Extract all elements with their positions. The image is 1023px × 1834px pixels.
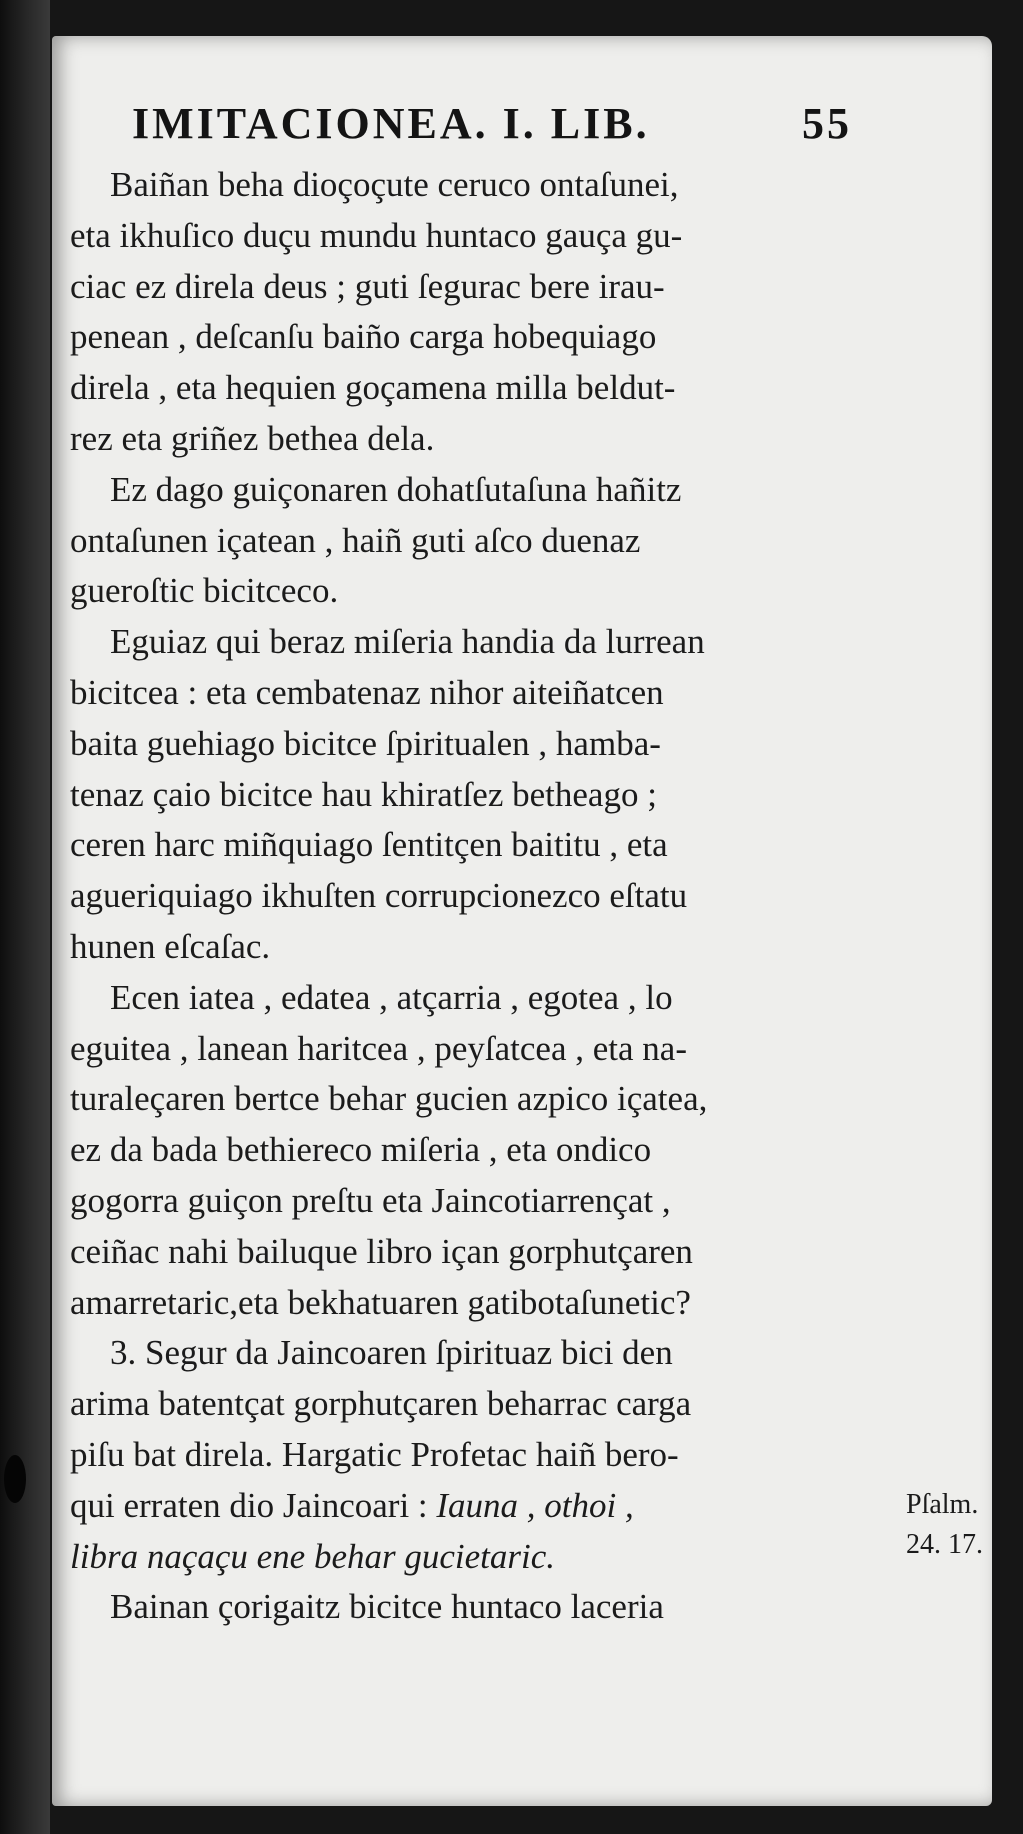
text-line-roman: ceren harc miñquiago ſentitçen baititu , eta (70, 825, 668, 865)
text-line (70, 465, 870, 516)
text-line-roman: 3. Segur da Jaincoaren ſpirituaz bici den (110, 1333, 673, 1373)
text-line (70, 1481, 870, 1532)
text-line-roman: eguitea , lanean haritcea , peyſatcea , eta na- (70, 1028, 687, 1068)
text-line (70, 668, 870, 719)
text-line-roman: ez da bada bethiereco miſeria , eta ondico (70, 1130, 652, 1170)
text-line-roman: ciac ez direla deus ; guti ſegurac bere irau- (70, 266, 665, 306)
page-number: 55 (802, 99, 852, 148)
text-line (70, 1379, 870, 1430)
book-binding-edge (0, 0, 50, 1834)
text-line (70, 1024, 870, 1075)
text-line-roman: Ez dago guiçonaren dohatſutaſuna hañitz (110, 469, 682, 509)
text-line (70, 1430, 870, 1481)
text-line (70, 262, 870, 313)
running-header (132, 98, 852, 149)
text-line (70, 1278, 870, 1329)
binding-mark (4, 1455, 26, 1503)
text-line-roman: penean , deſcanſu baiño carga hobequiago (70, 317, 657, 357)
header-title: IMITACIONEA. I. LIB. (132, 99, 650, 148)
text-line-roman: eta ikhuſico duçu mundu huntaco gauça gu- (70, 215, 683, 255)
text-line (70, 1074, 870, 1125)
body-text (70, 160, 870, 1633)
text-line (70, 312, 870, 363)
text-line (70, 973, 870, 1024)
text-line (70, 363, 870, 414)
text-line (70, 1227, 870, 1278)
text-line-roman: Ecen iatea , edatea , atçarria , egotea , lo (110, 977, 673, 1017)
margin-citation-line-2: 24. 17. (906, 1529, 983, 1560)
margin-citation-line-1: Pſalm. (906, 1489, 979, 1520)
text-line-roman: agueriquiago ikhuſten corrupcionezco eſtatu (70, 876, 688, 916)
text-line (70, 871, 870, 922)
text-line (70, 1582, 870, 1633)
text-line-roman: arima batentçat gorphutçaren beharrac carga (70, 1384, 692, 1424)
text-line-roman: Eguiaz qui beraz miſeria handia da lurrean (110, 622, 705, 662)
text-line-roman: Bainan çorigaitz bicitce huntaco laceria (110, 1587, 664, 1627)
text-line-roman: direla , eta hequien goçamena milla beldut- (70, 368, 676, 408)
text-line-roman: rez eta griñez bethea dela. (70, 418, 435, 458)
text-line-roman: tenaz çaio bicitce hau khiratſez betheago ; (70, 774, 657, 814)
text-line (70, 770, 870, 821)
text-line (70, 414, 870, 465)
text-line (70, 617, 870, 668)
text-line-roman: Baiñan beha dioçoçute ceruco ontaſunei, (110, 165, 679, 204)
text-line-roman: baita guehiago bicitce ſpiritualen , hamba- (70, 723, 661, 763)
text-line (70, 160, 870, 211)
text-line (70, 719, 870, 770)
text-line-roman: turaleçaren bertce behar gucien azpico içatea, (70, 1079, 708, 1119)
text-line-roman: piſu bat direla. Hargatic Profetac haiñ bero- (70, 1434, 679, 1474)
text-line-roman: amarretaric,eta bekhatuaren gatibotaſunetic? (70, 1282, 691, 1322)
text-line (70, 1532, 870, 1583)
text-line (70, 211, 870, 262)
text-line-italic: libra naçaçu ene behar gucietaric. (70, 1536, 556, 1576)
text-line (70, 1125, 870, 1176)
text-line-roman: ceiñac nahi bailuque libro içan gorphutçaren (70, 1231, 693, 1271)
text-line-roman: ontaſunen içatean , haiñ guti aſco duenaz (70, 520, 641, 560)
text-line-roman: hunen eſcaſac. (70, 926, 271, 966)
margin-citation (906, 1485, 996, 1565)
text-line (70, 820, 870, 871)
text-line (70, 1328, 870, 1379)
text-line (70, 1176, 870, 1227)
text-line-roman: qui erraten dio Jaincoari : (70, 1485, 428, 1525)
text-line (70, 922, 870, 973)
text-line (70, 516, 870, 567)
text-line-roman: gogorra guiçon preſtu eta Jaincotiarrençat , (70, 1180, 671, 1220)
text-line-roman: bicitcea : eta cembatenaz nihor aiteiñatcen (70, 672, 664, 712)
text-line-italic: Iauna , othoi , (427, 1485, 634, 1525)
text-line (70, 566, 870, 617)
text-line-roman: gueroſtic bicitceco. (70, 571, 339, 611)
